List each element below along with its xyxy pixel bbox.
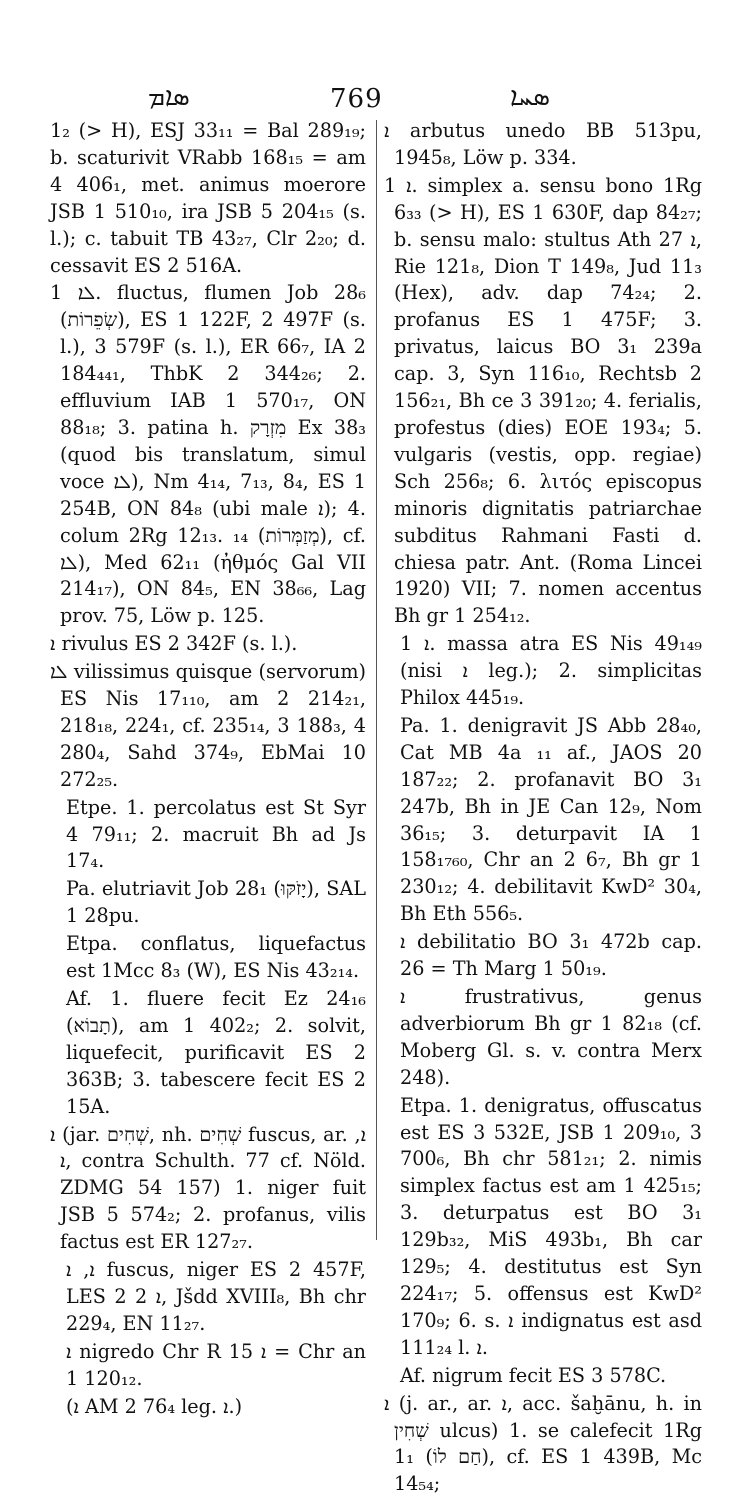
- dictionary-entry: (ܐ AM 2 76₄ leg. ܐ.): [66, 1394, 243, 1418]
- column-divider: [376, 120, 377, 1240]
- right-column: [384, 118, 702, 1499]
- dictionary-entry: ܐ (j. ar., ar. ܐ, acc. šaḫānu, h. in שְׁחִין ulcus) 1. se calefecit 1Rg 1₁ (חַם לוֹ), cf. ES 1 439B, Mc 14₅₄;: [384, 1391, 703, 1496]
- dictionary-entry: ܐ debilitatio BO 3₁ 472b cap. 26 = Th Marg 1 50₁₉.: [400, 930, 702, 981]
- left-column: [50, 118, 366, 1422]
- page-header: [0, 82, 750, 122]
- dictionary-entry: Etpa. 1. denigratus, offuscatus est ES 3 532E, JSB 1 209₁₀, 3 700₆, Bh chr 581₂₁; 2. nimis simplex factus est am 1 425₁₅; 3. deturpatus est BO 3₁ 129b₃₂, MiS 493b₁, Bh car 129₅; 4. destitutus est Syn 224₁₇; 5. offensus est KwD² 170₉; 6. s. ܐ indignatus est asd 111₂₄ l. ܐ.: [400, 1093, 702, 1359]
- dictionary-entry: Af. 1. fluere fecit Ez 24₁₆ (תָבוֹא), am 1 402₂; 2. solvit, liquefecit, purificavit ES 2 363B; 3. tabescere fecit ES 2 15A.: [66, 987, 366, 1118]
- dictionary-entry: ܐ rivulus ES 2 342F (s. l.).: [50, 632, 298, 656]
- dictionary-entry: ܐ 1. massa atra ES Nis 49₁₄₉ (nisi ܐ leg.); 2. simplicitas Philox 445₁₉.: [400, 632, 702, 710]
- dictionary-entry: ܐ frustrativus, genus adverbiorum Bh gr 1 82₁₈ (cf. Moberg Gl. s. v. contra Merx 248).: [400, 985, 702, 1089]
- dictionary-entry: ܠܐ 1. fluctus, flumen Job 28₆ (שְׂפֵרוֹת), ES 1 122F, 2 497F (s. l.), 3 579F (s. l.), ER 66₇, IA 2 184₄₄₁, ThbK 2 344₂₆; 2. effluvium IAB 1 570₁₇, ON 88₁₈; 3. patina h. מִזְרָק Ex 38₃ (quod bis translatum, simul voce ܠܐ), Nm 4₁₄, 7₁₃, 8₄, ES 1 254B, ON 84₈ (ubi male ܐ); 4. colum 2Rg 12₁₃. ₁₄ (מְזַמְּרוֹת), cf. ܠܐ), Med 62₁₁ (ἠθμός Gal VII 214₁₇), ON 84₅, EN 38₆₆, Lag prov. 75, Löw p. 125.: [50, 281, 367, 628]
- dictionary-entry: ܐ, ܐ fuscus, niger ES 2 457F, LES 2 ܐ 2, Jšdd XVIII₈, Bh chr 229₄, EN 11₂₇.: [66, 1258, 367, 1335]
- dictionary-entry: Pa. 1. denigravit JS Abb 28₄₀, Cat MB 4a ₁₁ af., JAOS 20 187₂₂; 2. profanavit BO 3₁ 247b, Bh in JE Can 12₉, Nom 36₁₅; 3. deturpavit IA 1 158₁₇₆₀, Chr an 2 6₇, Bh gr 1 230₁₂; 4. debilitavit KwD² 30₄, Bh Eth 556₅.: [400, 713, 702, 926]
- running-head-right: ܣܚܐ: [510, 82, 550, 112]
- dictionary-entry: ܐ arbutus unedo BB 513pu, 1945₈, Löw p. 334.: [384, 119, 702, 169]
- dictionary-entry: Etpa. conflatus, liquefactus est 1Mcc 8₃ (W), ES Nis 43₂₁₄.: [66, 932, 366, 983]
- dictionary-entry: ܐ 1. simplex a. sensu bono 1Rg 6₃₃ (> H), ES 1 630F, dap 84₂₇; b. sensu malo: stultus Ath ܐ 27, Rie 121₈, Dion T 149₈, Jud 11₃ (Hex), adv. dap 74₂₄; 2. profanus ES 1 475F; 3. privatus, laicus BO 3₁ 239a cap. 3, Syn 116₁₀, Rechtsb 2 156₂₁, Bh ce 3 391₂₀; 4. ferialis, profestus (dies) EOE 193₄; 5. vulgaris (vestis, opp. regiae) Sch 256₈; 6. λιτός episcopus minoris dignitatis patriarchae subditus Rahmani Fasti d. chiesa patr. Ant. (Roma Lincei 1920) VII; 7. nomen accentus Bh gr 1 254₁₂.: [384, 173, 702, 628]
- running-head-left: ܣܐܡ: [148, 82, 190, 112]
- dictionary-entry: ܐ (jar. שְׁחִים, nh. שְׁחִים fuscus, ar. ܐ, ܐ, contra Schulth. 77 cf. Nöld. ZDMG 54 157) 1. niger fuit JSB 5 574₂; 2. profanus, vilis factus est ER 127₂₇.: [50, 1122, 366, 1254]
- dictionary-entry: Pa. elutriavit Job 28₁ (יָזֹקּוּ), SAL 1 28pu.: [66, 877, 366, 928]
- dictionary-entry: ܐ nigredo Chr R ܐ 15 = Chr an 1 120₁₂.: [66, 1339, 366, 1390]
- page-number: 769: [330, 84, 383, 114]
- dictionary-entry: Etpe. 1. percolatus est St Syr 4 79₁₁; 2. macruit Bh ad Js 17₄.: [66, 795, 366, 873]
- dictionary-entry: Af. nigrum fecit ES 3 578C.: [400, 1363, 667, 1387]
- dictionary-entry: ܠܐ vilissimus quisque (servorum) ES Nis 17₁₁₀, am 2 214₂₁, 218₁₈, 224₁, cf. 235₁₄, 3 188₃, 4 280₄, Sahd 374₉, EbMai 10 272₂₅.: [50, 660, 366, 791]
- dictionary-entry: 1₂ (> H), ESJ 33₁₁ = Bal 289₁₉; b. scaturivit VRabb 168₁₅ = am 4 406₁, met. animus moerore JSB 1 510₁₀, ira JSB 5 204₁₅ (s. l.); c. tabuit TB 43₂₇, Clr 2₂₀; d. cessavit ES 2 516A.: [50, 119, 366, 277]
